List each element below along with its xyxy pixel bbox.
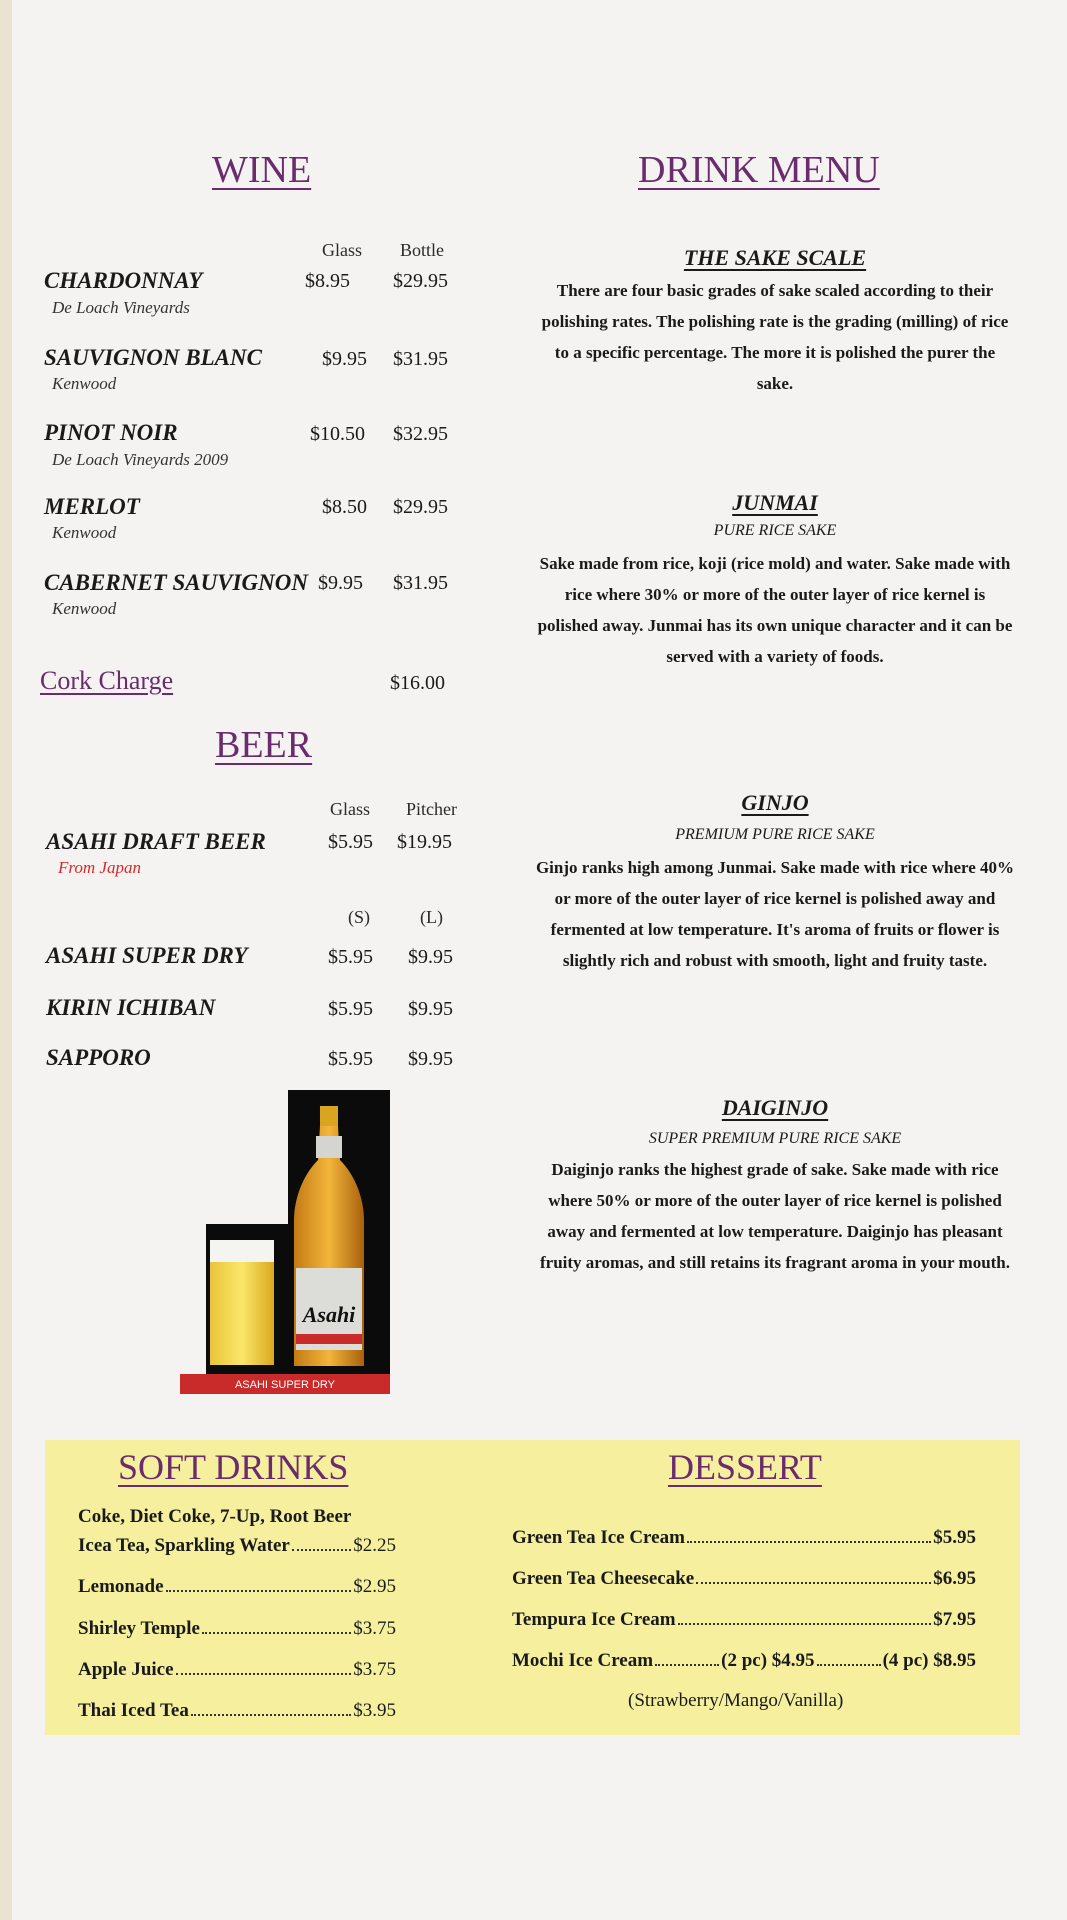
soft-drink-item: [78, 1576, 396, 1598]
dessert-name: Tempura Ice Cream: [512, 1609, 676, 1630]
soft-drink-item: [78, 1535, 396, 1557]
dessert-item-mochi: [512, 1650, 976, 1672]
dessert-name: Mochi Ice Cream: [512, 1650, 654, 1671]
beer-origin: From Japan: [58, 858, 141, 877]
asahi-logo-text: Asahi: [302, 1302, 356, 1327]
dot-leader: [176, 1673, 352, 1675]
wine-col-glass: Glass: [322, 240, 362, 260]
junmai-text: Sake made from rice, koji (rice mold) and water. Sake made with rice where 30% or more of the outer layer of rice kernel is polished away. Junmai has its own unique character and it can be served with a variety of foods.: [537, 554, 1013, 666]
soft-drink-price: $3.75: [353, 1659, 396, 1680]
dessert-price: $5.95: [933, 1527, 976, 1548]
soft-drink-item: [78, 1700, 396, 1722]
soft-drinks-line1: Coke, Diet Coke, 7-Up, Root Beer: [78, 1506, 352, 1527]
sake-scale-text: There are four basic grades of sake scaled according to their polishing rates. The polishing rate is the grading (milling) of rice to a specific percentage. The more it is polished the purer the sake.: [541, 281, 1009, 393]
wine-name: CABERNET SAUVIGNON: [44, 570, 308, 595]
cork-charge-label: Cork Charge: [40, 666, 174, 695]
beer-name: SAPPORO: [46, 1045, 151, 1070]
wine-glass-price: $8.50: [322, 496, 367, 518]
dessert-name: Green Tea Ice Cream: [512, 1527, 685, 1548]
soft-drink-name: Apple Juice: [78, 1659, 174, 1680]
beer-col-glass: Glass: [330, 799, 370, 819]
beer-name: ASAHI SUPER DRY: [46, 943, 248, 968]
dessert-item: [512, 1568, 976, 1590]
beer-col-pitcher: Pitcher: [406, 799, 457, 819]
wine-glass-price: $10.50: [310, 423, 365, 445]
soft-drink-name: Lemonade: [78, 1576, 164, 1597]
ginjo-heading: GINJO: [741, 790, 809, 815]
wine-name: MERLOT: [44, 494, 140, 519]
ginjo-text: Ginjo ranks high among Junmai. Sake made with rice where 40% or more of the outer layer of rice kernel is polished away and fermented at low temperature. It's aroma of fruits or flower is slightly rich and robust with smooth, light and fruity taste.: [535, 858, 1015, 970]
wine-sub: Kenwood: [52, 599, 117, 618]
soft-drink-item: [78, 1659, 396, 1681]
dessert-item: [512, 1609, 976, 1631]
soft-drinks-title: SOFT DRINKS: [118, 1447, 349, 1487]
junmai-heading: JUNMAI: [732, 490, 818, 515]
beer-large-price: $9.95: [408, 946, 453, 968]
beer-col-large: (L): [420, 907, 443, 927]
soft-drink-name: Shirley Temple: [78, 1618, 200, 1639]
beer-name: ASAHI DRAFT BEER: [46, 829, 266, 854]
dessert-item: [512, 1527, 976, 1549]
dot-leader: [191, 1714, 351, 1716]
dot-leader: [678, 1623, 932, 1625]
dessert-name: Green Tea Cheesecake: [512, 1568, 695, 1589]
ginjo-sub: PREMIUM PURE RICE SAKE: [675, 826, 875, 843]
beer-pitcher-price: $19.95: [397, 831, 452, 853]
daiginjo-sub: SUPER PREMIUM PURE RICE SAKE: [648, 1130, 902, 1147]
wine-glass-price: $9.95: [318, 572, 363, 594]
wine-name: PINOT NOIR: [44, 420, 178, 445]
wine-bottle-price: $31.95: [393, 572, 448, 594]
dot-leader: [202, 1632, 351, 1634]
dessert-price-4pc: (4 pc) $8.95: [882, 1650, 977, 1671]
beer-col-small: (S): [348, 907, 370, 927]
wine-title: WINE: [212, 149, 312, 191]
wine-bottle-price: $29.95: [393, 270, 448, 292]
daiginjo-text: Daiginjo ranks the highest grade of sake. Sake made with rice where 50% or more of the outer layer of rice kernel is polished away and fermented at low temperature. Daiginjo has pleasant fruity aromas, and still retains its fragrant aroma in your mouth.: [539, 1160, 1011, 1272]
soft-drink-price: $3.75: [353, 1618, 396, 1639]
dot-leader: [292, 1549, 351, 1551]
cork-charge-price: $16.00: [390, 672, 445, 694]
beer-small-price: $5.95: [328, 998, 373, 1020]
soft-drink-item: [78, 1618, 396, 1640]
wine-sub: De Loach Vineyards: [52, 298, 190, 317]
wine-name: SAUVIGNON BLANC: [44, 345, 262, 370]
wine-sub: De Loach Vineyards 2009: [52, 450, 229, 469]
dot-leader: [817, 1664, 881, 1666]
wine-col-bottle: Bottle: [400, 240, 444, 260]
soft-drink-name: Thai Iced Tea: [78, 1700, 189, 1721]
daiginjo-heading: DAIGINJO: [721, 1095, 829, 1120]
wine-sub: Kenwood: [52, 374, 117, 393]
beer-image-caption: ASAHI SUPER DRY: [234, 1379, 336, 1391]
mochi-flavors: (Strawberry/Mango/Vanilla): [628, 1690, 844, 1711]
wine-name: CHARDONNAY: [44, 268, 203, 293]
soft-drink-price: $2.25: [353, 1535, 396, 1556]
wine-bottle-price: $31.95: [393, 348, 448, 370]
soft-drink-price: $2.95: [353, 1576, 396, 1597]
soft-drink-name: Icea Tea, Sparkling Water: [78, 1535, 290, 1556]
dot-leader: [655, 1664, 719, 1666]
beer-large-price: $9.95: [408, 998, 453, 1020]
dessert-price: $7.95: [933, 1609, 976, 1630]
dessert-title: DESSERT: [668, 1447, 822, 1487]
soft-drink-price: $3.95: [353, 1700, 396, 1721]
wine-sub: Kenwood: [52, 523, 117, 542]
wine-glass-price: $8.95: [305, 270, 350, 292]
dot-leader: [696, 1582, 931, 1584]
beer-name: KIRIN ICHIBAN: [46, 995, 216, 1020]
asahi-beer-image: [180, 1090, 390, 1394]
dessert-price: $6.95: [933, 1568, 976, 1589]
beer-large-price: $9.95: [408, 1048, 453, 1070]
drink-menu-title: DRINK MENU: [638, 149, 880, 191]
beer-small-price: $5.95: [328, 1048, 373, 1070]
wine-bottle-price: $32.95: [393, 423, 448, 445]
beer-title: BEER: [215, 724, 313, 766]
sake-scale-heading: THE SAKE SCALE: [683, 245, 867, 270]
junmai-sub: PURE RICE SAKE: [713, 522, 837, 539]
dot-leader: [166, 1590, 352, 1592]
page-edge: [0, 0, 12, 1920]
wine-bottle-price: $29.95: [393, 496, 448, 518]
dot-leader: [687, 1541, 931, 1543]
wine-glass-price: $9.95: [322, 348, 367, 370]
asahi-bottle-glass-illustration: [180, 1090, 390, 1394]
beer-glass-price: $5.95: [328, 831, 373, 853]
dessert-price-2pc: (2 pc) $4.95: [721, 1650, 815, 1671]
beer-small-price: $5.95: [328, 946, 373, 968]
